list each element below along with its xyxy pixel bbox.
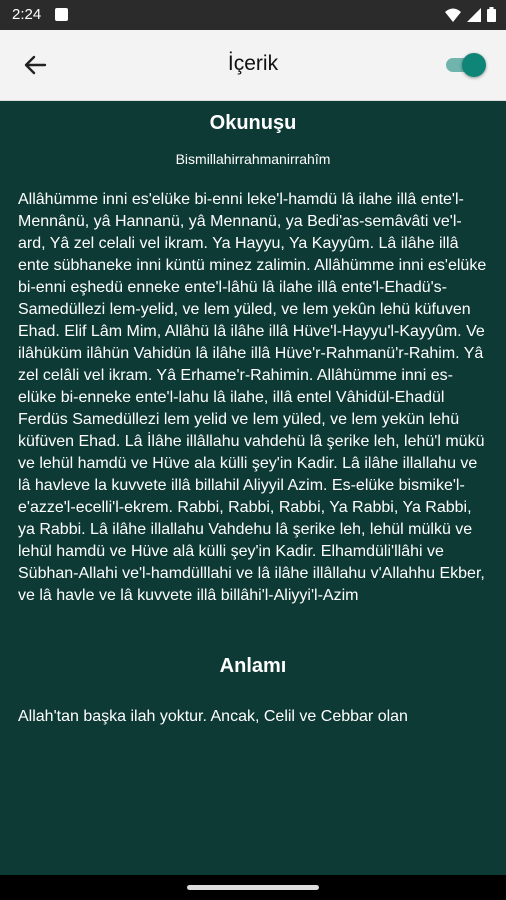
app-bar (0, 30, 506, 101)
reading-text: Allâhümme inni es'elüke bi-enni leke'l-hamdü lâ ilahe illâ ente'l-Mennânü, yâ Hannanü, yâ Mennanü, ya Bedi'as-semâvâti ve'l-ard, Yâ zel celali vel ikram. Ya Hayyu, Ya Kayyûm. Lâ ilâhe illâ ente sübhaneke inni küntü minez zalimin. Allâhümme inni es'elüke bi-enni eşhedü enneke ente'l-lâhü lâ ilahe illâ ente'l-Ehadü's-Samedüllezi lem-yelid, ve lem yüled, ve lem yekûn lehü küfuven Ehad. Elif Lâm Mim, Allâhü lâ ilâhe illâ Hüve'l-Hayyu'l-Kayyûm. Ve ilâhüküm ilâhün Vahidün lâ ilâhe illâ Hüve'r-Rahmanü'r-Rahim. Yâ zel celâli vel ikram. Yâ Erhame'r-Rahimin. Allâhümme inni es-elüke bi-enneke ente'l-lahu lâ ilahe, illâ entel Vâhidül-Ehadül Ferdüs Samedüllezi lem yelid ve lem yüled, ve lem yekün lehü küfüven Ehad. Lâ İlâhe illâllahu vahdehü lâ şerike leh, lehü'l mükü ve lehül hamdü ve Hüve ala külli şey'in Kadir. Lâ ilâhe illallahu ve lâ havleve la kuvvete illâ billahil Aliyyil Azim. Es-elüke bismike'l-e'azze'l-ecelli'l-ekrem. Rabbi, Rabbi, Rabbi, Ya Rabbi, Ya Rabbi, ya Rabbi. Lâ ilâhe illallahu Vahdehu lâ şerike leh, lehül mülkü ve lehül hamdü ve Hüve alâ külli şey'in Kadir. Elhamdüli'llâhi ve Sübhan-Allahi ve'l-hamdülllahi ve lâ ilâhe illâllahu v'Allahhu Ekber, ve lâ havle ve lâ kuvvete illâ billâhi'l-Aliyyi'l-Azim (18, 191, 487, 604)
navigation-bar (0, 875, 506, 900)
signal-icon (467, 8, 481, 22)
wifi-icon (445, 8, 461, 22)
toggle-switch[interactable] (444, 53, 484, 75)
content-scroll[interactable] (0, 100, 506, 875)
notification-icon (55, 8, 68, 21)
toggle-thumb (462, 53, 486, 77)
status-bar (0, 0, 506, 30)
reading-subtitle: Bismillahirrahmanirrahîm (175, 151, 331, 167)
reading-heading: Okunuşu (209, 112, 297, 134)
status-icons (445, 7, 496, 22)
meaning-heading: Anlamı (219, 655, 287, 677)
battery-icon (487, 7, 496, 22)
status-time: 2:24 (12, 6, 42, 23)
page-title: İçerik (227, 52, 279, 75)
home-handle[interactable] (187, 885, 319, 890)
meaning-text: Allah'tan başka ilah yoktur. Ancak, Celil ve Cebbar olan (18, 708, 408, 725)
